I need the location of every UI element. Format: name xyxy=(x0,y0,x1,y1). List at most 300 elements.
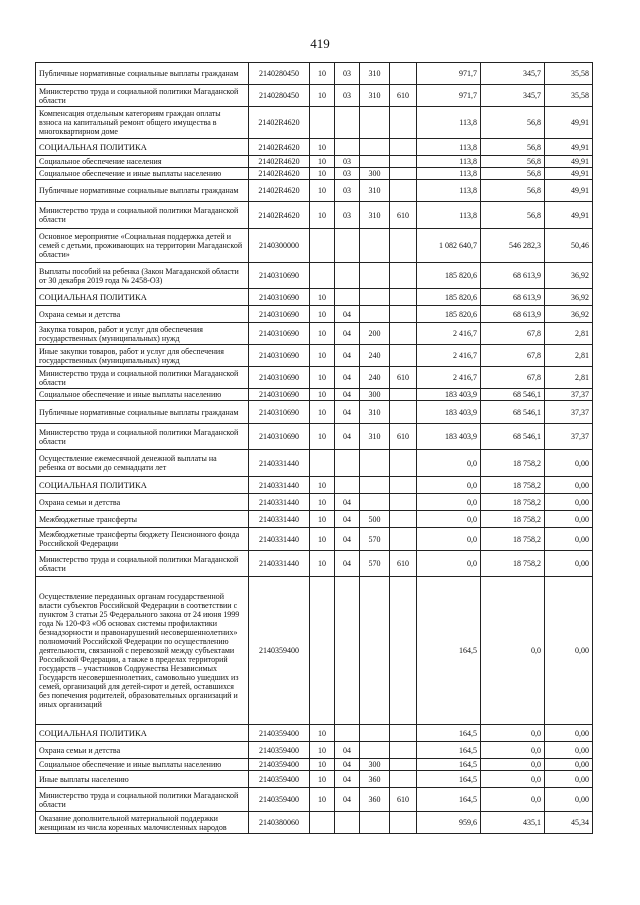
cell-vr: 240 xyxy=(360,345,390,367)
cell-rz: 10 xyxy=(310,528,335,551)
cell-vr: 360 xyxy=(360,771,390,788)
cell-csr: 2140359400 xyxy=(249,725,310,742)
cell-plan: 113,8 xyxy=(417,180,481,202)
cell-plan: 0,0 xyxy=(417,511,481,528)
cell-done: 56,8 xyxy=(481,202,545,229)
cell-pct: 37,37 xyxy=(545,401,593,424)
cell-vr: 310 xyxy=(360,424,390,450)
cell-done: 0,0 xyxy=(481,771,545,788)
cell-rz: 10 xyxy=(310,156,335,168)
cell-vr: 310 xyxy=(360,180,390,202)
cell-kosgu xyxy=(390,389,417,401)
cell-pr: 03 xyxy=(335,180,360,202)
cell-name: Оказание дополнительной материальной поддержки женщинам из числа коренных малочисленных народов xyxy=(36,812,249,834)
cell-vr xyxy=(360,229,390,263)
table-row xyxy=(36,367,593,389)
cell-csr: 2140380060 xyxy=(249,812,310,834)
cell-plan: 185 820,6 xyxy=(417,306,481,323)
cell-done: 0,0 xyxy=(481,759,545,771)
cell-name: СОЦИАЛЬНАЯ ПОЛИТИКА xyxy=(36,477,249,494)
cell-kosgu: 610 xyxy=(390,367,417,389)
cell-pr xyxy=(335,812,360,834)
cell-pct: 2,81 xyxy=(545,323,593,345)
page-number: 419 xyxy=(310,36,330,51)
cell-pct: 49,91 xyxy=(545,202,593,229)
cell-pct: 0,00 xyxy=(545,477,593,494)
cell-kosgu: 610 xyxy=(390,424,417,450)
cell-pr xyxy=(335,229,360,263)
cell-csr: 2140310690 xyxy=(249,323,310,345)
cell-rz: 10 xyxy=(310,551,335,577)
cell-pct: 50,46 xyxy=(545,229,593,263)
cell-plan: 164,5 xyxy=(417,577,481,725)
cell-name: СОЦИАЛЬНАЯ ПОЛИТИКА xyxy=(36,725,249,742)
cell-rz: 10 xyxy=(310,306,335,323)
cell-kosgu xyxy=(390,742,417,759)
cell-rz: 10 xyxy=(310,345,335,367)
cell-kosgu xyxy=(390,156,417,168)
cell-plan: 0,0 xyxy=(417,494,481,511)
cell-pr: 04 xyxy=(335,401,360,424)
table-row xyxy=(36,389,593,401)
cell-rz: 10 xyxy=(310,367,335,389)
cell-kosgu xyxy=(390,725,417,742)
cell-rz: 10 xyxy=(310,389,335,401)
table-row xyxy=(36,511,593,528)
cell-vr xyxy=(360,477,390,494)
budget-table-body xyxy=(36,63,593,834)
cell-pr: 04 xyxy=(335,389,360,401)
cell-kosgu xyxy=(390,528,417,551)
cell-pr: 04 xyxy=(335,528,360,551)
cell-done: 435,1 xyxy=(481,812,545,834)
cell-rz: 10 xyxy=(310,742,335,759)
cell-pct: 36,92 xyxy=(545,263,593,289)
cell-pct: 0,00 xyxy=(545,788,593,812)
cell-pr: 03 xyxy=(335,202,360,229)
cell-csr: 2140331440 xyxy=(249,511,310,528)
cell-kosgu xyxy=(390,139,417,156)
cell-pct: 0,00 xyxy=(545,551,593,577)
cell-pct: 0,00 xyxy=(545,577,593,725)
cell-pct: 37,37 xyxy=(545,389,593,401)
table-row xyxy=(36,306,593,323)
cell-pct: 0,00 xyxy=(545,759,593,771)
cell-vr: 310 xyxy=(360,85,390,107)
table-row xyxy=(36,107,593,139)
table-row xyxy=(36,551,593,577)
cell-kosgu xyxy=(390,63,417,85)
cell-rz xyxy=(310,577,335,725)
cell-csr: 2140359400 xyxy=(249,577,310,725)
cell-kosgu xyxy=(390,180,417,202)
cell-vr xyxy=(360,306,390,323)
cell-csr: 2140331440 xyxy=(249,477,310,494)
cell-pct: 49,91 xyxy=(545,180,593,202)
cell-done: 67,8 xyxy=(481,345,545,367)
table-row xyxy=(36,528,593,551)
cell-pr: 04 xyxy=(335,771,360,788)
cell-vr: 300 xyxy=(360,759,390,771)
cell-rz: 10 xyxy=(310,85,335,107)
table-row xyxy=(36,771,593,788)
cell-csr: 2140310690 xyxy=(249,367,310,389)
cell-done: 18 758,2 xyxy=(481,528,545,551)
cell-plan: 183 403,9 xyxy=(417,401,481,424)
cell-done: 18 758,2 xyxy=(481,551,545,577)
cell-pct: 0,00 xyxy=(545,511,593,528)
cell-plan: 113,8 xyxy=(417,107,481,139)
cell-kosgu xyxy=(390,306,417,323)
cell-pr: 04 xyxy=(335,788,360,812)
cell-plan: 971,7 xyxy=(417,63,481,85)
cell-plan: 164,5 xyxy=(417,725,481,742)
table-row xyxy=(36,759,593,771)
cell-vr xyxy=(360,725,390,742)
cell-plan: 113,8 xyxy=(417,202,481,229)
cell-pct: 0,00 xyxy=(545,725,593,742)
cell-vr: 310 xyxy=(360,202,390,229)
cell-name: Осуществление переданных органам государственной власти субъектов Российской Федерации в соответствии с пунктом 3 статьи 25 Федерального закона от 24 июня 1999 года № 120-ФЗ «Об основах системы профилактики безнадзорности и правонарушений несовершеннолетних» полномочий Российской Федерации по осуществлению деятельности, связанной с перевозкой между субъектами Российской Федерации, а также в пределах территорий государств – участников Содружества Независимых Государств несовершеннолетних, самовольно ушедших из семей, организаций для детей-сирот и детей, оставшихся без попечения родителей, образовательных организаций и иных организаций xyxy=(36,577,249,725)
cell-plan: 164,5 xyxy=(417,788,481,812)
cell-pr xyxy=(335,577,360,725)
cell-csr: 2140310690 xyxy=(249,401,310,424)
cell-pr xyxy=(335,107,360,139)
cell-csr: 2140310690 xyxy=(249,263,310,289)
cell-name: Министерство труда и социальной политики Магаданской области xyxy=(36,367,249,389)
cell-done: 67,8 xyxy=(481,367,545,389)
cell-plan: 2 416,7 xyxy=(417,345,481,367)
cell-pct: 35,58 xyxy=(545,85,593,107)
cell-vr xyxy=(360,494,390,511)
cell-vr: 300 xyxy=(360,389,390,401)
cell-kosgu: 610 xyxy=(390,788,417,812)
cell-done: 67,8 xyxy=(481,323,545,345)
cell-done: 56,8 xyxy=(481,156,545,168)
cell-pct: 35,58 xyxy=(545,63,593,85)
cell-plan: 164,5 xyxy=(417,771,481,788)
cell-kosgu: 610 xyxy=(390,551,417,577)
cell-vr: 570 xyxy=(360,528,390,551)
cell-rz: 10 xyxy=(310,401,335,424)
cell-vr: 360 xyxy=(360,788,390,812)
cell-plan: 0,0 xyxy=(417,450,481,477)
cell-done: 0,0 xyxy=(481,788,545,812)
cell-name: Социальное обеспечение и иные выплаты населению xyxy=(36,759,249,771)
cell-vr: 310 xyxy=(360,63,390,85)
cell-done: 68 546,1 xyxy=(481,389,545,401)
table-row xyxy=(36,168,593,180)
cell-pr: 04 xyxy=(335,759,360,771)
cell-csr: 2140310690 xyxy=(249,424,310,450)
cell-done: 546 282,3 xyxy=(481,229,545,263)
cell-plan: 164,5 xyxy=(417,742,481,759)
cell-kosgu xyxy=(390,812,417,834)
cell-pr: 04 xyxy=(335,511,360,528)
cell-pr: 03 xyxy=(335,63,360,85)
table-row xyxy=(36,742,593,759)
cell-pr: 04 xyxy=(335,345,360,367)
cell-csr: 2140280450 xyxy=(249,85,310,107)
cell-plan: 113,8 xyxy=(417,168,481,180)
cell-csr: 2140310690 xyxy=(249,306,310,323)
cell-kosgu xyxy=(390,494,417,511)
cell-pct: 0,00 xyxy=(545,494,593,511)
cell-pct: 0,00 xyxy=(545,450,593,477)
cell-name: Охрана семьи и детства xyxy=(36,742,249,759)
cell-pct: 49,91 xyxy=(545,107,593,139)
cell-pr: 04 xyxy=(335,367,360,389)
cell-plan: 0,0 xyxy=(417,528,481,551)
cell-rz: 10 xyxy=(310,202,335,229)
budget-table xyxy=(35,62,593,834)
cell-done: 56,8 xyxy=(481,180,545,202)
cell-vr xyxy=(360,263,390,289)
cell-done: 68 546,1 xyxy=(481,424,545,450)
cell-name: Иные выплаты населению xyxy=(36,771,249,788)
cell-rz: 10 xyxy=(310,63,335,85)
cell-done: 18 758,2 xyxy=(481,494,545,511)
table-row xyxy=(36,263,593,289)
cell-kosgu xyxy=(390,511,417,528)
cell-name: Министерство труда и социальной политики Магаданской области xyxy=(36,788,249,812)
cell-pr: 03 xyxy=(335,156,360,168)
cell-done: 345,7 xyxy=(481,85,545,107)
table-row xyxy=(36,156,593,168)
cell-vr: 500 xyxy=(360,511,390,528)
cell-csr: 2140280450 xyxy=(249,63,310,85)
table-row xyxy=(36,401,593,424)
cell-plan: 2 416,7 xyxy=(417,323,481,345)
cell-done: 56,8 xyxy=(481,107,545,139)
table-row xyxy=(36,788,593,812)
cell-pr: 04 xyxy=(335,306,360,323)
cell-name: Социальное обеспечение и иные выплаты населению xyxy=(36,168,249,180)
cell-csr: 2140331440 xyxy=(249,528,310,551)
cell-csr: 2140310690 xyxy=(249,289,310,306)
cell-done: 345,7 xyxy=(481,63,545,85)
table-row xyxy=(36,139,593,156)
cell-pr xyxy=(335,139,360,156)
cell-plan: 185 820,6 xyxy=(417,263,481,289)
cell-rz xyxy=(310,812,335,834)
cell-done: 0,0 xyxy=(481,725,545,742)
cell-pct: 36,92 xyxy=(545,289,593,306)
cell-plan: 113,8 xyxy=(417,139,481,156)
cell-rz: 10 xyxy=(310,180,335,202)
cell-name: Межбюджетные трансферты бюджету Пенсионного фонда Российской Федерации xyxy=(36,528,249,551)
cell-plan: 2 416,7 xyxy=(417,367,481,389)
cell-name: Охрана семьи и детства xyxy=(36,494,249,511)
cell-vr xyxy=(360,107,390,139)
cell-rz: 10 xyxy=(310,289,335,306)
cell-rz: 10 xyxy=(310,771,335,788)
cell-vr xyxy=(360,742,390,759)
cell-csr: 21402R4620 xyxy=(249,156,310,168)
cell-vr xyxy=(360,812,390,834)
cell-kosgu xyxy=(390,229,417,263)
table-row xyxy=(36,289,593,306)
cell-pct: 2,81 xyxy=(545,367,593,389)
cell-pr: 04 xyxy=(335,551,360,577)
table-row xyxy=(36,85,593,107)
cell-done: 56,8 xyxy=(481,139,545,156)
cell-name: Основное мероприятие «Социальная поддержка детей и семей с детьми, проживающих на территории Магаданской области» xyxy=(36,229,249,263)
cell-pr xyxy=(335,725,360,742)
cell-kosgu xyxy=(390,263,417,289)
cell-pr: 03 xyxy=(335,168,360,180)
cell-done: 56,8 xyxy=(481,168,545,180)
cell-vr xyxy=(360,156,390,168)
cell-kosgu xyxy=(390,450,417,477)
cell-plan: 164,5 xyxy=(417,759,481,771)
cell-rz: 10 xyxy=(310,477,335,494)
cell-kosgu xyxy=(390,759,417,771)
cell-name: Выплаты пособий на ребенка (Закон Магаданской области от 30 декабря 2019 года № 2458-ОЗ) xyxy=(36,263,249,289)
cell-done: 18 758,2 xyxy=(481,477,545,494)
cell-name: Социальное обеспечение населения xyxy=(36,156,249,168)
cell-rz xyxy=(310,229,335,263)
cell-rz xyxy=(310,450,335,477)
cell-pct: 37,37 xyxy=(545,424,593,450)
table-row xyxy=(36,345,593,367)
table-row xyxy=(36,63,593,85)
cell-vr xyxy=(360,139,390,156)
cell-rz: 10 xyxy=(310,494,335,511)
cell-rz: 10 xyxy=(310,759,335,771)
cell-csr: 21402R4620 xyxy=(249,180,310,202)
cell-pct: 49,91 xyxy=(545,168,593,180)
cell-pct: 0,00 xyxy=(545,528,593,551)
table-row xyxy=(36,424,593,450)
cell-pr xyxy=(335,263,360,289)
cell-kosgu xyxy=(390,477,417,494)
cell-pct: 49,91 xyxy=(545,156,593,168)
cell-name: Министерство труда и социальной политики Магаданской области xyxy=(36,424,249,450)
cell-pct: 49,91 xyxy=(545,139,593,156)
cell-pr xyxy=(335,477,360,494)
cell-plan: 185 820,6 xyxy=(417,289,481,306)
cell-done: 18 758,2 xyxy=(481,511,545,528)
cell-kosgu xyxy=(390,345,417,367)
cell-csr: 2140359400 xyxy=(249,759,310,771)
cell-plan: 0,0 xyxy=(417,477,481,494)
cell-plan: 183 403,9 xyxy=(417,424,481,450)
cell-csr: 2140331440 xyxy=(249,450,310,477)
cell-plan: 183 403,9 xyxy=(417,389,481,401)
cell-kosgu xyxy=(390,577,417,725)
table-row xyxy=(36,323,593,345)
cell-rz: 10 xyxy=(310,788,335,812)
cell-name: Министерство труда и социальной политики Магаданской области xyxy=(36,202,249,229)
cell-done: 18 758,2 xyxy=(481,450,545,477)
cell-pct: 45,34 xyxy=(545,812,593,834)
cell-kosgu: 610 xyxy=(390,202,417,229)
cell-csr: 2140331440 xyxy=(249,494,310,511)
cell-csr: 21402R4620 xyxy=(249,139,310,156)
cell-name: Публичные нормативные социальные выплаты гражданам xyxy=(36,180,249,202)
table-row xyxy=(36,229,593,263)
cell-csr: 21402R4620 xyxy=(249,202,310,229)
cell-kosgu xyxy=(390,168,417,180)
cell-name: Компенсация отдельным категориям граждан оплаты взноса на капитальный ремонт общего имущества в многоквартирном доме xyxy=(36,107,249,139)
cell-kosgu xyxy=(390,401,417,424)
cell-csr: 2140310690 xyxy=(249,389,310,401)
cell-pr xyxy=(335,450,360,477)
table-row xyxy=(36,202,593,229)
cell-vr: 310 xyxy=(360,401,390,424)
cell-kosgu xyxy=(390,771,417,788)
cell-pr: 03 xyxy=(335,85,360,107)
cell-pr xyxy=(335,289,360,306)
cell-kosgu xyxy=(390,289,417,306)
cell-done: 0,0 xyxy=(481,577,545,725)
cell-rz: 10 xyxy=(310,139,335,156)
cell-name: Министерство труда и социальной политики Магаданской области xyxy=(36,85,249,107)
cell-plan: 113,8 xyxy=(417,156,481,168)
table-row xyxy=(36,577,593,725)
cell-name: СОЦИАЛЬНАЯ ПОЛИТИКА xyxy=(36,139,249,156)
cell-csr: 21402R4620 xyxy=(249,168,310,180)
cell-csr: 2140300000 xyxy=(249,229,310,263)
cell-vr: 300 xyxy=(360,168,390,180)
cell-kosgu xyxy=(390,323,417,345)
cell-pct: 0,00 xyxy=(545,771,593,788)
cell-pr: 04 xyxy=(335,742,360,759)
cell-rz: 10 xyxy=(310,725,335,742)
table-row xyxy=(36,450,593,477)
table-row xyxy=(36,494,593,511)
cell-rz xyxy=(310,107,335,139)
cell-name: Социальное обеспечение и иные выплаты населению xyxy=(36,389,249,401)
cell-vr xyxy=(360,450,390,477)
table-row xyxy=(36,477,593,494)
cell-csr: 2140331440 xyxy=(249,551,310,577)
table-row xyxy=(36,812,593,834)
cell-vr xyxy=(360,289,390,306)
cell-name: Охрана семьи и детства xyxy=(36,306,249,323)
cell-name: Иные закупки товаров, работ и услуг для обеспечения государственных (муниципальных) нужд xyxy=(36,345,249,367)
cell-plan: 0,0 xyxy=(417,551,481,577)
cell-csr: 2140359400 xyxy=(249,788,310,812)
cell-vr: 570 xyxy=(360,551,390,577)
cell-done: 68 613,9 xyxy=(481,306,545,323)
cell-done: 0,0 xyxy=(481,742,545,759)
cell-csr: 2140359400 xyxy=(249,771,310,788)
cell-rz: 10 xyxy=(310,424,335,450)
cell-name: СОЦИАЛЬНАЯ ПОЛИТИКА xyxy=(36,289,249,306)
cell-vr xyxy=(360,577,390,725)
cell-vr: 240 xyxy=(360,367,390,389)
cell-name: Закупка товаров, работ и услуг для обеспечения государственных (муниципальных) нужд xyxy=(36,323,249,345)
cell-plan: 959,6 xyxy=(417,812,481,834)
cell-name: Межбюджетные трансферты xyxy=(36,511,249,528)
cell-pr: 04 xyxy=(335,494,360,511)
table-row xyxy=(36,180,593,202)
cell-csr: 21402R4620 xyxy=(249,107,310,139)
cell-plan: 971,7 xyxy=(417,85,481,107)
cell-csr: 2140310690 xyxy=(249,345,310,367)
cell-pct: 0,00 xyxy=(545,742,593,759)
cell-vr: 200 xyxy=(360,323,390,345)
cell-csr: 2140359400 xyxy=(249,742,310,759)
cell-pct: 2,81 xyxy=(545,345,593,367)
cell-kosgu: 610 xyxy=(390,85,417,107)
cell-done: 68 546,1 xyxy=(481,401,545,424)
table-row xyxy=(36,725,593,742)
cell-rz xyxy=(310,263,335,289)
cell-pr: 04 xyxy=(335,424,360,450)
